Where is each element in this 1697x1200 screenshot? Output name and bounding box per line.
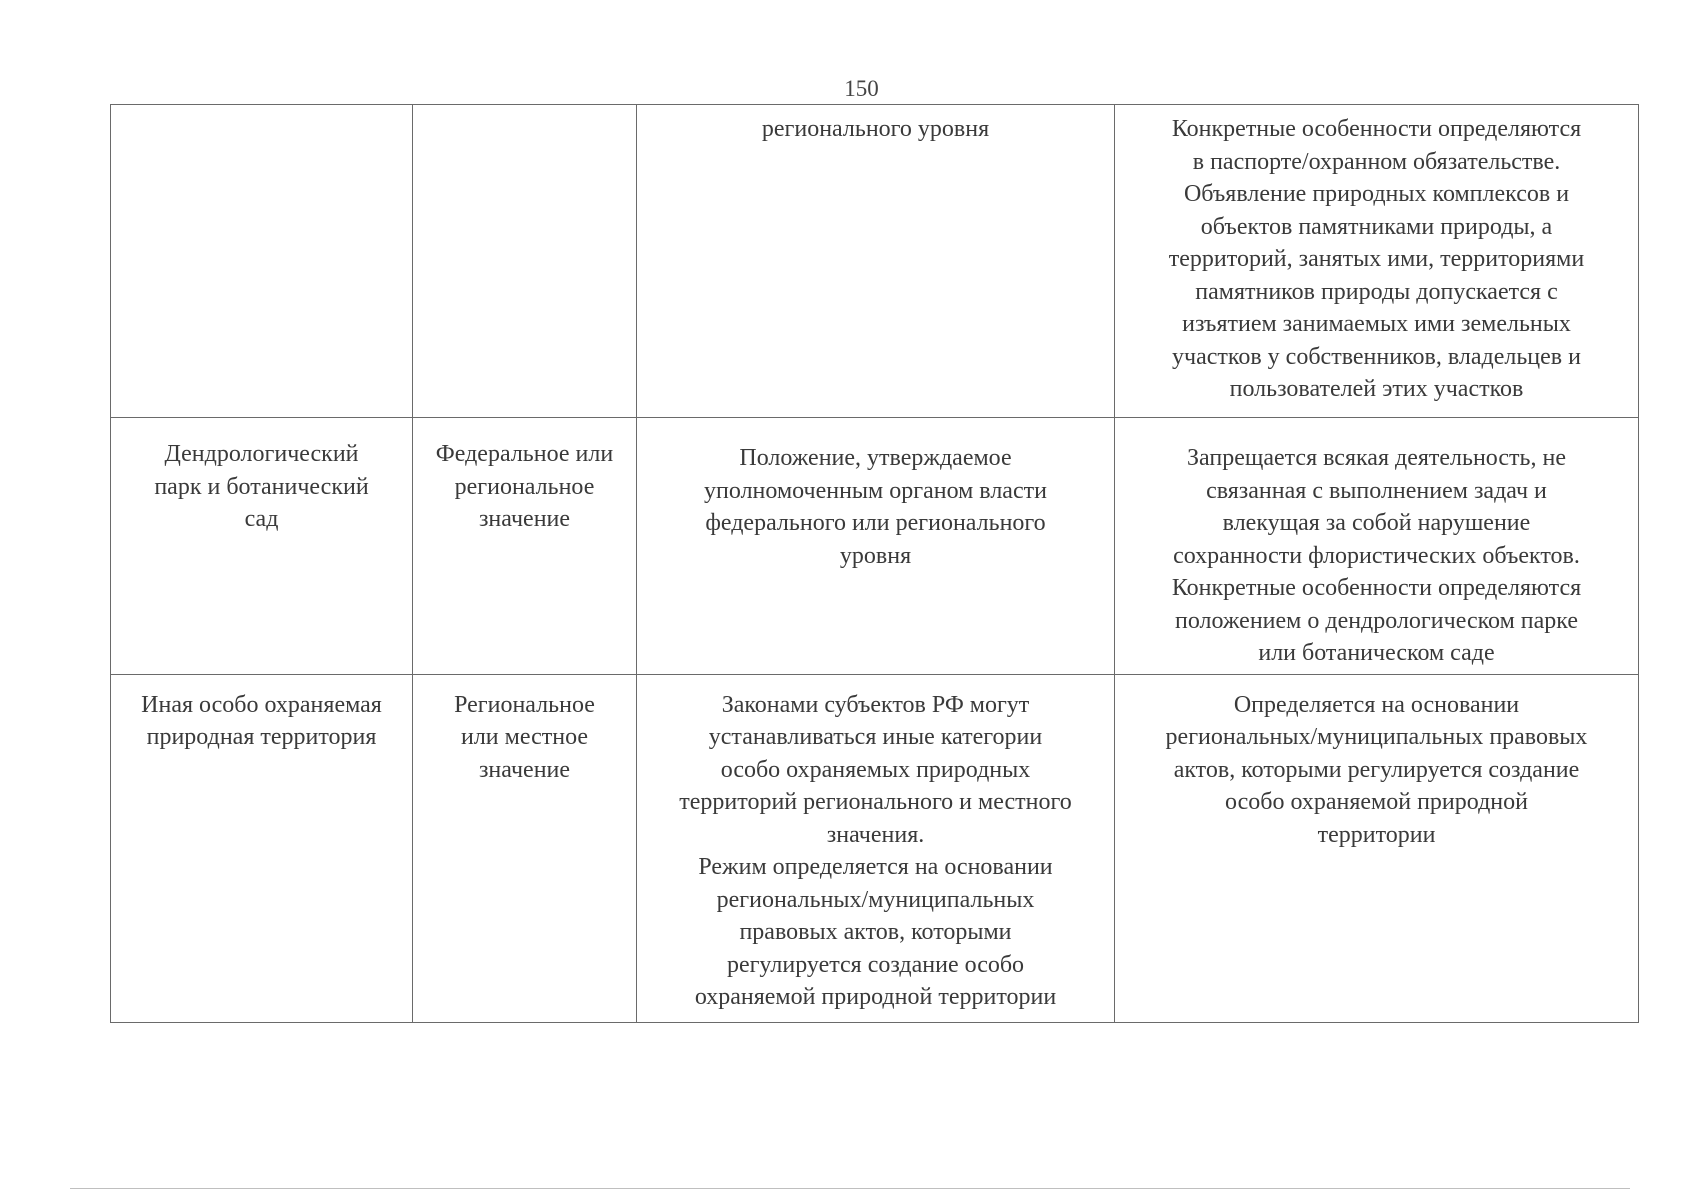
cell-significance: [413, 105, 637, 418]
page-number: 150: [844, 76, 879, 101]
cell-regulating-document: Положение, утверждаемое уполномоченным органом власти федерального или регионального уровня: [637, 418, 1115, 675]
protected-areas-table: [110, 104, 1639, 1023]
cell-significance: Федеральное или региональное значение: [413, 418, 637, 675]
cell-category-name: Иная особо охраняемая природная территория: [111, 674, 413, 1022]
table-row: [111, 674, 1639, 1022]
cell-significance: Региональное или местное значение: [413, 674, 637, 1022]
bottom-scan-line: [70, 1188, 1630, 1189]
cell-protection-regime: Определяется на основании региональных/муниципальных правовых актов, которыми регулируется создание особо охраняемой природной территории: [1115, 674, 1639, 1022]
table-row: [111, 105, 1639, 418]
cell-category-name: Дендрологический парк и ботанический сад: [111, 418, 413, 675]
cell-regulating-document: Законами субъектов РФ могут устанавливаться иные категории особо охраняемых природных территорий регионального и местного значения. Режим определяется на основании региональных/муниципальных правовых актов, которыми регулируется создание особо охраняемой природной территории: [637, 674, 1115, 1022]
cell-protection-regime: Запрещается всякая деятельность, не связанная с выполнением задач и влекущая за собой нарушение сохранности флористических объектов. Конкретные особенности определяются положением о дендрологическом парке или ботаническом саде: [1115, 418, 1639, 675]
cell-protection-regime: Конкретные особенности определяются в паспорте/охранном обязательстве. Объявление природных комплексов и объектов памятниками природы, а территорий, занятых ими, территориями памятников природы допускается с изъятием занимаемых ими земельных участков у собственников, владельцев и пользователей этих участков: [1115, 105, 1639, 418]
cell-category-name: [111, 105, 413, 418]
cell-regulating-document: регионального уровня: [637, 105, 1115, 418]
table-row: [111, 418, 1639, 675]
